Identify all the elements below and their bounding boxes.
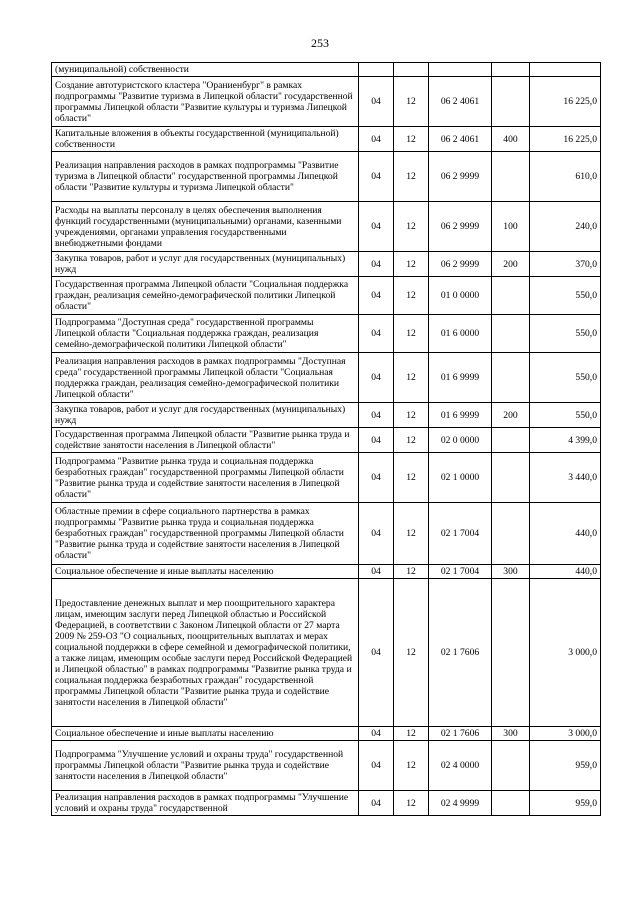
row-subsection: 12: [394, 277, 429, 315]
row-expense-type: [492, 741, 530, 791]
row-section: 04: [359, 428, 394, 453]
row-expense-type: [492, 428, 530, 453]
table-row: [52, 63, 601, 77]
row-subsection: 12: [394, 127, 429, 152]
row-section: 04: [359, 727, 394, 741]
row-expense-type: [492, 277, 530, 315]
row-section: 04: [359, 565, 394, 579]
table-row: [52, 77, 601, 127]
table-row: [52, 315, 601, 353]
table-row: [52, 403, 601, 428]
row-name: Расходы на выплаты персоналу в целях обеспечения выполнения функций государственными (муниципальными) органами, казенными учреждениями, органами управления государственными внебюджетными фондами: [52, 202, 359, 252]
row-subsection: 12: [394, 315, 429, 353]
row-section: 04: [359, 252, 394, 277]
row-expense-type: 400: [492, 127, 530, 152]
row-target-article: 01 6 0000: [429, 315, 492, 353]
budget-table: [51, 62, 601, 816]
row-section: [359, 63, 394, 77]
table-row: [52, 277, 601, 315]
row-subsection: 12: [394, 252, 429, 277]
table-row: [52, 353, 601, 403]
row-section: 04: [359, 277, 394, 315]
row-name: Закупка товаров, работ и услуг для государственных (муниципальных) нужд: [52, 403, 359, 428]
row-target-article: 01 6 9999: [429, 403, 492, 428]
row-amount: 3 440,0: [530, 453, 601, 503]
row-name: Капитальные вложения в объекты государственной (муниципальной) собственности: [52, 127, 359, 152]
row-subsection: 12: [394, 741, 429, 791]
row-target-article: 02 1 7004: [429, 565, 492, 579]
row-expense-type: [492, 63, 530, 77]
row-subsection: 12: [394, 428, 429, 453]
row-name: Государственная программа Липецкой области "Социальная поддержка граждан, реализация семейно-демографической политики Липецкой области": [52, 277, 359, 315]
row-expense-type: 200: [492, 252, 530, 277]
row-section: 04: [359, 315, 394, 353]
row-amount: 550,0: [530, 315, 601, 353]
row-amount: 240,0: [530, 202, 601, 252]
row-subsection: 12: [394, 565, 429, 579]
row-amount: 370,0: [530, 252, 601, 277]
row-subsection: 12: [394, 791, 429, 816]
table-row: [52, 453, 601, 503]
table-row: [52, 152, 601, 202]
row-target-article: 02 1 0000: [429, 453, 492, 503]
row-target-article: [429, 63, 492, 77]
row-subsection: 12: [394, 453, 429, 503]
row-target-article: 06 2 9999: [429, 252, 492, 277]
row-name: Областные премии в сфере социального партнерства в рамках подпрограммы "Развитие рынка труда и социальная поддержка безработных граждан" государственной программы Липецкой области "Развитие рынка труда и содействие занятости населения в Липецкой области": [52, 503, 359, 565]
row-section: 04: [359, 353, 394, 403]
table-row: [52, 741, 601, 791]
row-section: 04: [359, 741, 394, 791]
row-subsection: 12: [394, 353, 429, 403]
row-expense-type: [492, 353, 530, 403]
row-name: Реализация направления расходов в рамках подпрограммы "Доступная среда" государственной программы Липецкой области "Социальная поддержка граждан, реализация семейно-демографической политики Липецкой области": [52, 353, 359, 403]
row-name: Реализация направления расходов в рамках подпрограммы "Развитие туризма в Липецкой области" государственной программы Липецкой области "Развитие культуры и туризма Липецкой области": [52, 152, 359, 202]
row-name: Создание автотуристского кластера "Ораниенбург" в рамках подпрограммы "Развитие туризма в Липецкой области" государственной программы Липецкой области "Развитие культуры и туризма Липецкой области": [52, 77, 359, 127]
row-amount: 16 225,0: [530, 77, 601, 127]
row-section: 04: [359, 127, 394, 152]
row-section: 04: [359, 202, 394, 252]
row-section: 04: [359, 453, 394, 503]
row-expense-type: [492, 791, 530, 816]
row-target-article: 02 4 0000: [429, 741, 492, 791]
row-subsection: 12: [394, 152, 429, 202]
row-section: 04: [359, 77, 394, 127]
row-expense-type: 100: [492, 202, 530, 252]
table-row: [52, 579, 601, 727]
row-name: Подпрограмма "Улучшение условий и охраны труда" государственной программы Липецкой области "Развитие рынка труда и содействие занятости населения в Липецкой области": [52, 741, 359, 791]
row-section: 04: [359, 503, 394, 565]
row-subsection: 12: [394, 202, 429, 252]
row-name: Подпрограмма "Доступная среда" государственной программы Липецкой области "Социальная поддержка граждан, реализация семейно-демографической политики Липецкой области": [52, 315, 359, 353]
row-amount: 3 000,0: [530, 727, 601, 741]
table-row: [52, 428, 601, 453]
row-target-article: 02 1 7606: [429, 579, 492, 727]
row-subsection: 12: [394, 503, 429, 565]
row-expense-type: [492, 77, 530, 127]
row-amount: 4 399,0: [530, 428, 601, 453]
row-amount: 610,0: [530, 152, 601, 202]
row-target-article: 06 2 4061: [429, 77, 492, 127]
row-name: Государственная программа Липецкой области "Развитие рынка труда и содействие занятости населения в Липецкой области": [52, 428, 359, 453]
row-name: Социальное обеспечение и иные выплаты населению: [52, 727, 359, 741]
row-expense-type: [492, 503, 530, 565]
row-amount: 550,0: [530, 353, 601, 403]
table-row: [52, 791, 601, 816]
row-amount: [530, 63, 601, 77]
table-row: [52, 127, 601, 152]
row-expense-type: [492, 315, 530, 353]
row-subsection: 12: [394, 77, 429, 127]
row-target-article: 02 1 7004: [429, 503, 492, 565]
row-subsection: 12: [394, 403, 429, 428]
row-amount: 16 225,0: [530, 127, 601, 152]
row-expense-type: 200: [492, 403, 530, 428]
row-name: Предоставление денежных выплат и мер поощрительного характера лицам, имеющим заслуги перед Липецкой областью и Российской Федерацией, в соответствии с Законом Липецкой области от 27 марта 2009 № 259-ОЗ "О социальных, поощрительных выплатах и мерах социальной поддержки в сфере семейной и демографической политики, а также лицам, имеющим особые заслуги перед Российской Федерацией и Липецкой областью" в рамках подпрограммы "Развитие рынка труда и социальная поддержка безработных граждан" государственной программы Липецкой области "Развитие рынка труда и содействие занятости населения в Липецкой области": [52, 579, 359, 727]
budget-table-body: [52, 63, 601, 816]
row-amount: 550,0: [530, 403, 601, 428]
page-number: 253: [311, 36, 329, 50]
table-row: [52, 202, 601, 252]
row-expense-type: [492, 152, 530, 202]
table-row: [52, 252, 601, 277]
row-amount: 440,0: [530, 503, 601, 565]
row-amount: 959,0: [530, 791, 601, 816]
row-target-article: 06 2 4061: [429, 127, 492, 152]
row-name: Подпрограмма "Развитие рынка труда и социальная поддержка безработных граждан" государственной программы Липецкой области "Развитие рынка труда и содействие занятости населения в Липецкой области": [52, 453, 359, 503]
row-expense-type: 300: [492, 727, 530, 741]
row-target-article: 02 4 9999: [429, 791, 492, 816]
table-row: [52, 503, 601, 565]
row-section: 04: [359, 579, 394, 727]
row-section: 04: [359, 403, 394, 428]
row-target-article: 01 0 0000: [429, 277, 492, 315]
row-expense-type: [492, 453, 530, 503]
row-expense-type: 300: [492, 565, 530, 579]
row-section: 04: [359, 152, 394, 202]
row-section: 04: [359, 791, 394, 816]
row-subsection: 12: [394, 579, 429, 727]
row-amount: 959,0: [530, 741, 601, 791]
row-subsection: [394, 63, 429, 77]
row-target-article: 01 6 9999: [429, 353, 492, 403]
row-amount: 3 000,0: [530, 579, 601, 727]
row-name: Реализация направления расходов в рамках подпрограммы "Улучшение условий и охраны труда" государственной: [52, 791, 359, 816]
row-target-article: 02 0 0000: [429, 428, 492, 453]
table-row: [52, 565, 601, 579]
row-expense-type: [492, 579, 530, 727]
table-row: [52, 727, 601, 741]
row-name: (муниципальной) собственности: [52, 63, 359, 77]
row-name: Закупка товаров, работ и услуг для государственных (муниципальных) нужд: [52, 252, 359, 277]
row-subsection: 12: [394, 727, 429, 741]
row-target-article: 06 2 9999: [429, 152, 492, 202]
row-amount: 440,0: [530, 565, 601, 579]
row-target-article: 02 1 7606: [429, 727, 492, 741]
row-name: Социальное обеспечение и иные выплаты населению: [52, 565, 359, 579]
row-target-article: 06 2 9999: [429, 202, 492, 252]
row-amount: 550,0: [530, 277, 601, 315]
